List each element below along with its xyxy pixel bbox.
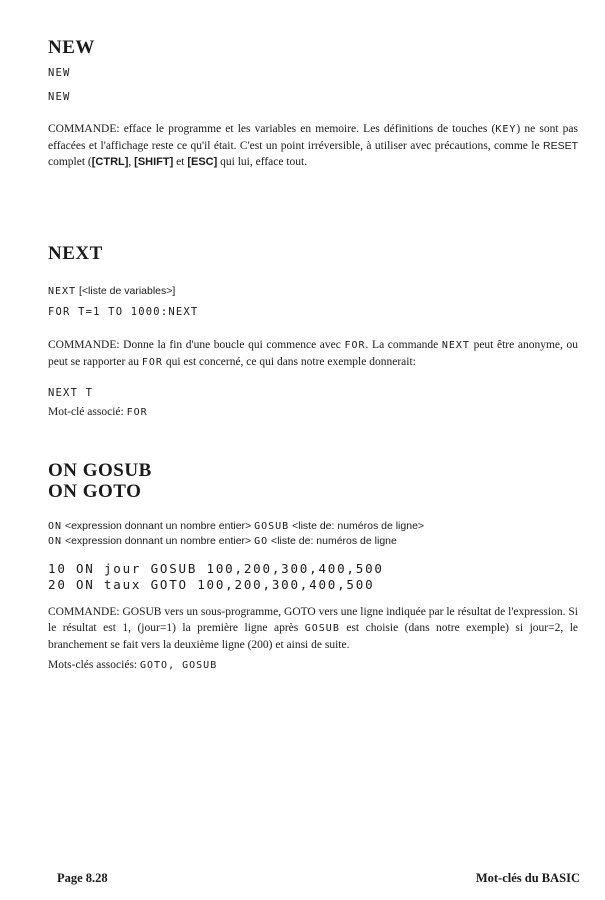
key-esc: [ESC] bbox=[187, 156, 218, 168]
footer-title: Mot-clés du BASIC bbox=[475, 871, 580, 885]
on-description: COMMANDE: GOSUB vers un sous-programme, GOTO vers une ligne indiquée par le résultat de l'expression. Si le résultat est 1, (jour=1) la première ligne après GOSUB est choisie (dans notre exemple) si jour=2, le branchement se fait vers la deuxième ligne (200) et ainsi de suite. bbox=[48, 606, 579, 651]
on-gosub-syntax: ON <expression donnant un nombre entier> GOSUB <liste de: numéros de ligne> bbox=[48, 520, 425, 532]
next-description: COMMANDE: Donne la fin d'une boucle qui commence avec FOR. La commande NEXT peut être anonyme, ou peut se rapporter au FOR qui est concerné, ce qui dans notre exemple donnerait: bbox=[48, 339, 578, 368]
keyword: FOR bbox=[344, 340, 366, 351]
section-title-next: NEXT bbox=[48, 243, 103, 264]
new-syntax: NEW bbox=[48, 67, 71, 79]
keyword: RESET bbox=[542, 140, 578, 152]
on-code-line-1: 10 ON jour GOSUB 100,200,300,400,500 bbox=[48, 561, 384, 576]
on-associated-keywords: Mots-clés associés: GOTO, GOSUB bbox=[48, 659, 218, 671]
key-shift: [SHIFT] bbox=[134, 156, 174, 168]
on-code-line-2: 20 ON taux GOTO 100,200,300,400,500 bbox=[48, 577, 375, 592]
page-number: Page 8.28 bbox=[57, 871, 108, 885]
on-goto-syntax: ON <expression donnant un nombre entier> GO <liste de: numéros de ligne bbox=[48, 535, 397, 547]
section-title-on-gosub: ON GOSUB bbox=[48, 460, 152, 481]
next-associated-keywords: Mot-clé associé: FOR bbox=[48, 406, 148, 418]
key-ctrl: [CTRL] bbox=[91, 156, 129, 168]
next-example: FOR T=1 TO 1000:NEXT bbox=[48, 306, 199, 318]
next-syntax: NEXT [<liste de variables>] bbox=[48, 285, 176, 297]
new-example: NEW bbox=[48, 91, 71, 103]
keyword: GOSUB bbox=[304, 623, 340, 634]
next-example-2: NEXT T bbox=[48, 387, 94, 399]
section-title-on-goto: ON GOTO bbox=[48, 481, 142, 502]
keyword: KEY bbox=[495, 124, 517, 135]
section-title-new: NEW bbox=[48, 37, 95, 58]
new-description: COMMANDE: efface le programme et les variables en memoire. Les définitions de touches (KEY) ne sont pas effacées et l'affichage reste ce qu'il était. C'est un point irréversible, à utiliser avec précautions, comme le RESET complet ([CTRL], [SHIFT] et [ESC] qui lui, efface tout. bbox=[48, 123, 579, 168]
keyword: FOR bbox=[141, 357, 163, 368]
keyword: NEXT bbox=[441, 340, 470, 351]
